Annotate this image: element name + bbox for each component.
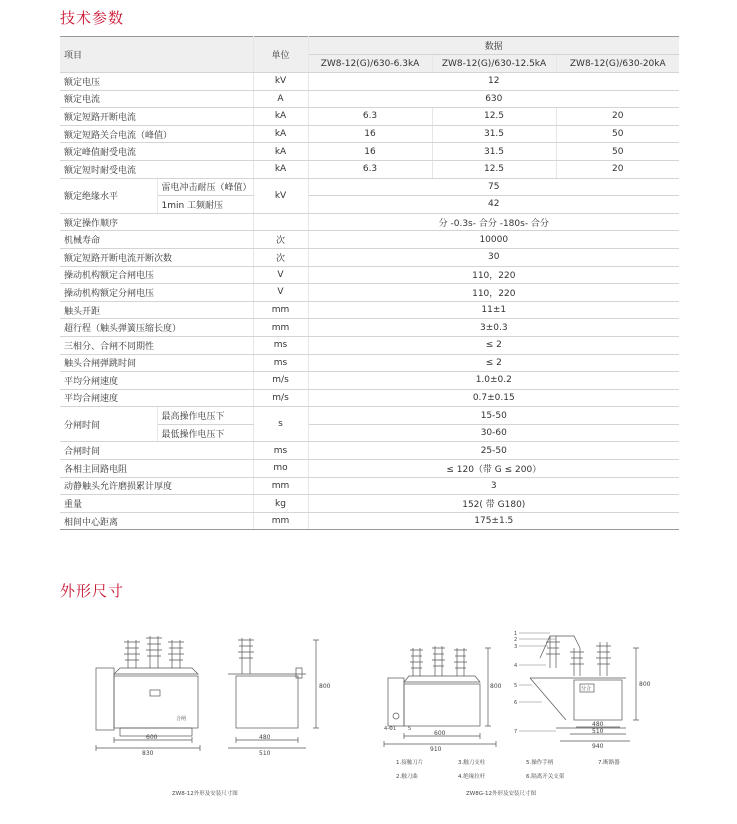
row-unit: m/s: [253, 372, 308, 390]
table-row: [60, 301, 679, 319]
legend-item: 2.触刀曲: [396, 774, 418, 780]
row-value: 20: [556, 108, 679, 126]
table-row: [60, 231, 679, 249]
row-value: 3: [308, 477, 679, 495]
drawing-zw8g-12: [380, 628, 670, 752]
row-label: 各相主回路电阻: [60, 460, 253, 478]
legend-item: 1.接触刀片: [396, 760, 424, 766]
side-bushing: [238, 638, 254, 674]
svg-text:7: 7: [514, 729, 518, 735]
row-value: 31.5: [432, 143, 556, 161]
row-unit: A: [253, 90, 308, 108]
legend-item: 6.隔离开关支架: [526, 774, 565, 780]
row-value: 16: [308, 125, 432, 143]
dim-940: 940: [592, 743, 604, 750]
close-mark: 合闸: [176, 716, 187, 722]
table-header-row: [60, 37, 679, 55]
table-row: [60, 284, 679, 302]
row-sublabel: 最高操作电压下: [157, 407, 253, 425]
row-value: 12.5: [432, 108, 556, 126]
svg-text:4: 4: [514, 663, 518, 669]
section-title-spec: 技术参数: [60, 9, 125, 27]
svg-text:3: 3: [514, 644, 518, 650]
table-row: [60, 389, 679, 407]
row-value: 30-60: [308, 424, 679, 442]
row-unit: [253, 213, 308, 231]
row-label: 额定电压: [60, 73, 253, 91]
row-value: ≤ 2: [308, 354, 679, 372]
row-value: 630: [308, 90, 679, 108]
row-label: 分闸时间: [60, 407, 157, 442]
row-unit: kg: [253, 495, 308, 513]
row-value: 11±1: [308, 301, 679, 319]
table-row: [60, 477, 679, 495]
table-row: [60, 213, 679, 231]
hole-spec: 4-Φ1: [384, 726, 397, 732]
legend-item: 7.断路器: [598, 760, 620, 766]
row-unit: kA: [253, 160, 308, 178]
row-label: 额定电流: [60, 90, 253, 108]
row-unit: mm: [253, 512, 308, 530]
table-row: [60, 512, 679, 530]
section-title-dimensions: 外形尺寸: [60, 582, 125, 600]
row-label: 额定短路开断电流: [60, 108, 253, 126]
row-unit: m/s: [253, 389, 308, 407]
header-model: ZW8-12(G)/630-20kA: [556, 55, 679, 73]
row-label: 操动机构额定合闸电压: [60, 266, 253, 284]
row-unit: kA: [253, 143, 308, 161]
row-sublabel: 最低操作电压下: [157, 424, 253, 442]
table-row: [60, 178, 679, 196]
row-sublabel: 雷电冲击耐压（峰值）: [157, 178, 253, 196]
header-model: ZW8-12(G)/630-6.3kA: [308, 55, 432, 73]
row-unit: mm: [253, 301, 308, 319]
table-row: [60, 73, 679, 91]
row-label: 平均分闸速度: [60, 372, 253, 390]
row-label: 动静触头允许磨损累计厚度: [60, 477, 253, 495]
row-label: 重量: [60, 495, 253, 513]
row-value: 152( 带 G180): [308, 495, 679, 513]
row-label: 平均合闸速度: [60, 389, 253, 407]
row-value: 10000: [308, 231, 679, 249]
row-value: ≤ 120（带 G ≤ 200）: [308, 460, 679, 478]
row-sublabel: 1min 工频耐压: [157, 196, 253, 214]
row-label: 触头合闸弹跳时间: [60, 354, 253, 372]
row-value: 12.5: [432, 160, 556, 178]
drawing-zw8-12: [88, 628, 331, 757]
header-data: 数据: [308, 37, 679, 55]
row-unit: s: [253, 407, 308, 442]
table-row: [60, 125, 679, 143]
tank-lid: [114, 668, 198, 674]
dim-800-front: 800: [490, 683, 502, 690]
table-row: [60, 336, 679, 354]
table-row: [60, 160, 679, 178]
spec-table: [60, 36, 679, 530]
row-label: 额定操作顺序: [60, 213, 253, 231]
table-row: [60, 495, 679, 513]
row-value: 0.7±0.15: [308, 389, 679, 407]
header-item: 项目: [60, 37, 253, 73]
table-row: [60, 108, 679, 126]
row-unit: ms: [253, 354, 308, 372]
row-label: 触头开距: [60, 301, 253, 319]
dim-480: 480: [592, 721, 604, 728]
row-value: 175±1.5: [308, 512, 679, 530]
row-unit: mm: [253, 319, 308, 337]
row-label: 超行程（触头弹簧压缩长度）: [60, 319, 253, 337]
status-plate-text: 分合: [581, 686, 592, 692]
row-unit: mo: [253, 460, 308, 478]
nameplate: [150, 690, 160, 696]
dim-830: 830: [142, 750, 154, 757]
drawing1-caption: ZW8-12外形及安装尺寸图: [172, 791, 238, 797]
svg-text:6: 6: [514, 700, 518, 706]
row-value: 75: [308, 178, 679, 196]
row-value: 1.0±0.2: [308, 372, 679, 390]
table-row: [60, 460, 679, 478]
row-label: 额定短路开断电流开断次数: [60, 248, 253, 266]
row-value: 16: [308, 143, 432, 161]
table-row: [60, 407, 679, 425]
table-row: [60, 372, 679, 390]
side-tank: [236, 676, 298, 728]
dim-480: 480: [259, 734, 271, 741]
row-unit: V: [253, 284, 308, 302]
row-label: 三相分、合闸不同期性: [60, 336, 253, 354]
legend-item: 5.操作手柄: [526, 760, 554, 766]
row-label: 相间中心距离: [60, 512, 253, 530]
row-label: 操动机构额定分闸电压: [60, 284, 253, 302]
header-model: ZW8-12(G)/630-12.5kA: [432, 55, 556, 73]
row-value: 6.3: [308, 160, 432, 178]
row-value: 30: [308, 248, 679, 266]
mechanism-box: [96, 668, 114, 730]
row-unit: kV: [253, 73, 308, 91]
dim-910: 910: [430, 746, 442, 753]
row-unit: mm: [253, 477, 308, 495]
row-label: 额定峰值耐受电流: [60, 143, 253, 161]
dim-510: 510: [259, 750, 271, 757]
table-row: [60, 143, 679, 161]
legend-item: 4.绝缘拉杆: [458, 774, 486, 780]
header-unit: 单位: [253, 37, 308, 73]
row-label: 额定短路关合电流（峰值）: [60, 125, 253, 143]
row-label: 合闸时间: [60, 442, 253, 460]
row-value: 15-50: [308, 407, 679, 425]
table-row: [60, 442, 679, 460]
row-unit: ms: [253, 442, 308, 460]
svg-text:2: 2: [514, 637, 518, 643]
row-value: 31.5: [432, 125, 556, 143]
row-value: 50: [556, 125, 679, 143]
table-row: [60, 319, 679, 337]
svg-text:5: 5: [514, 683, 518, 689]
dim-800: 800: [319, 683, 331, 690]
insulator-bushings: [124, 636, 184, 668]
row-label: 额定短时耐受电流: [60, 160, 253, 178]
row-unit: 次: [253, 231, 308, 249]
row-unit: kV: [253, 178, 308, 213]
row-value: 25-50: [308, 442, 679, 460]
breaker-tank: [404, 684, 480, 726]
dim-600: 600: [434, 730, 446, 737]
row-value: 110，220: [308, 284, 679, 302]
drawing2-caption: ZW8G-12外形及安装尺寸图: [466, 791, 536, 797]
row-label: 额定绝缘水平: [60, 178, 157, 213]
svg-text:1: 1: [514, 631, 518, 637]
row-value: 50: [556, 143, 679, 161]
hole-num: 5: [408, 726, 412, 732]
row-value: 3±0.3: [308, 319, 679, 337]
row-value: 42: [308, 196, 679, 214]
row-value: 12: [308, 73, 679, 91]
table-row: [60, 266, 679, 284]
row-label: 机械寿命: [60, 231, 253, 249]
row-value: ≤ 2: [308, 336, 679, 354]
row-value: 110，220: [308, 266, 679, 284]
handle-knob: [393, 713, 399, 719]
row-unit: kA: [253, 125, 308, 143]
insulator-bushings: [410, 646, 467, 676]
row-value: 6.3: [308, 108, 432, 126]
dim-600: 600: [146, 734, 158, 741]
table-row: [60, 90, 679, 108]
dim-510: 510: [592, 728, 604, 735]
dim-800-side: 800: [639, 681, 651, 688]
table-row: [60, 248, 679, 266]
row-unit: ms: [253, 336, 308, 354]
table-row: [60, 354, 679, 372]
row-unit: kA: [253, 108, 308, 126]
row-value: 分 -0.3s- 合分 -180s- 合分: [308, 213, 679, 231]
legend-item: 3.触刀支柱: [458, 760, 486, 766]
row-unit: V: [253, 266, 308, 284]
row-value: 20: [556, 160, 679, 178]
row-unit: 次: [253, 248, 308, 266]
